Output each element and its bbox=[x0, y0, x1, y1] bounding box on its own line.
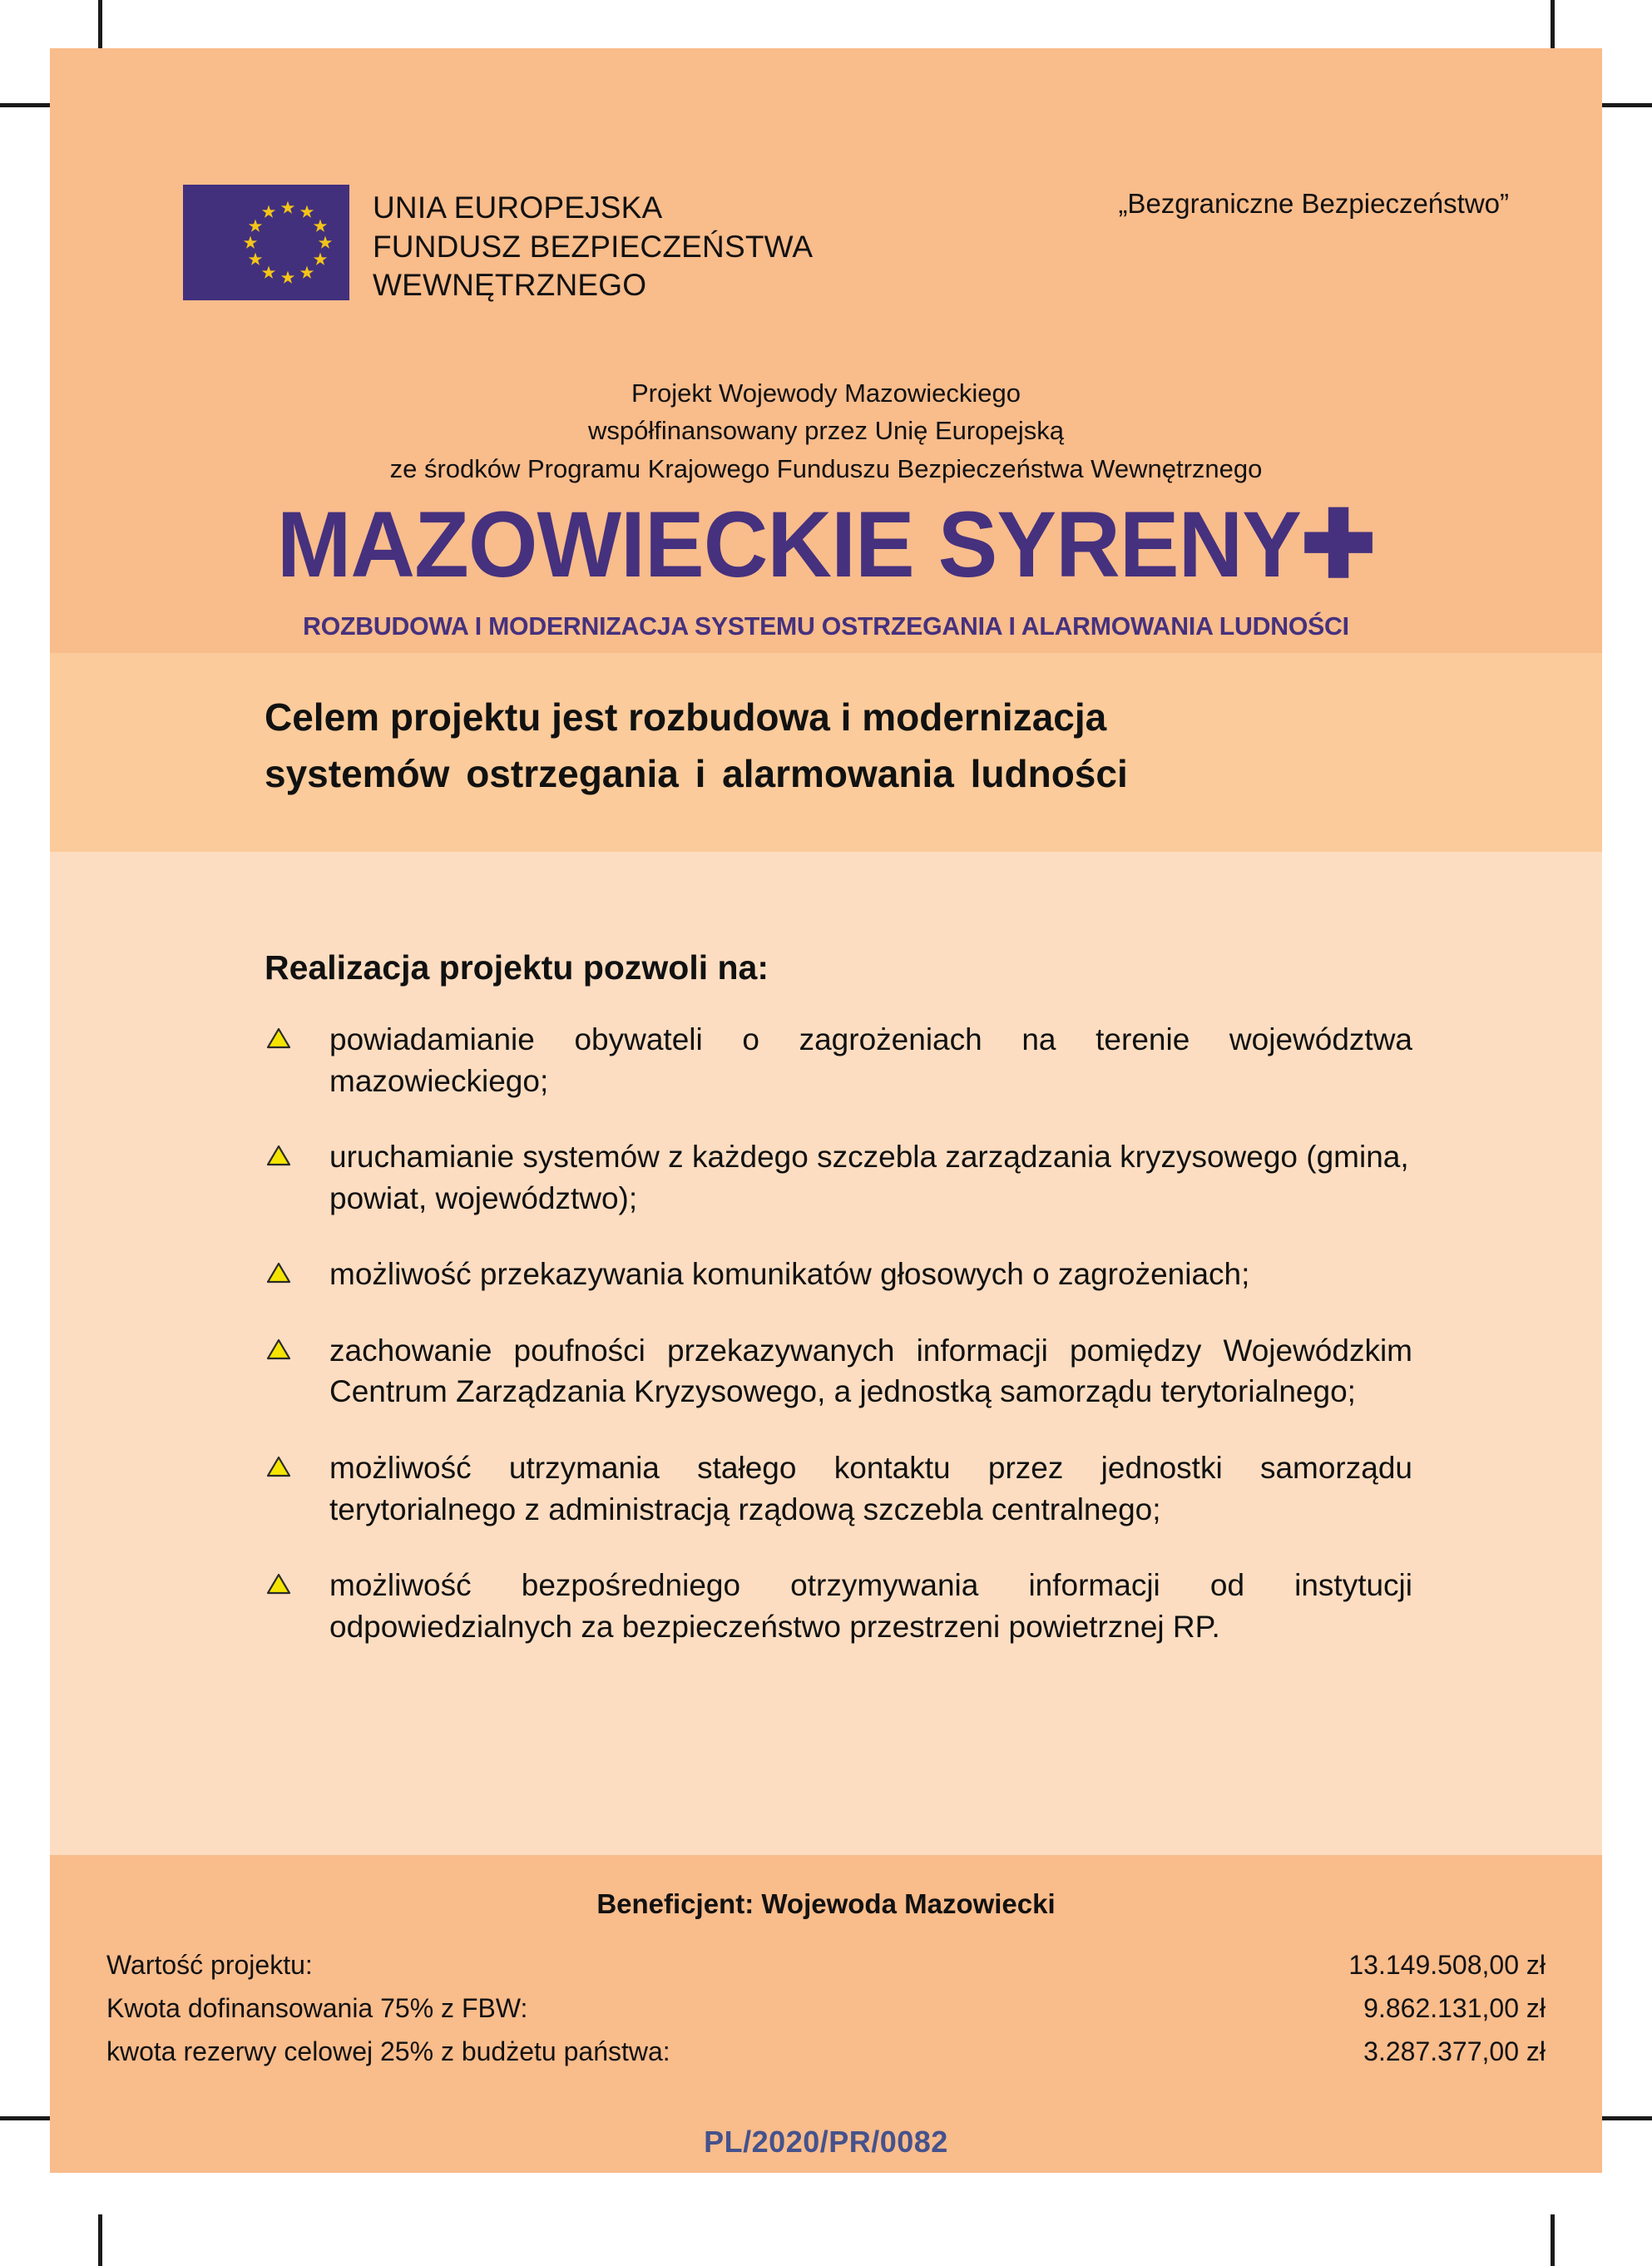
eu-logo-block bbox=[183, 185, 813, 305]
list-item-text: możliwość utrzymania stałego kontaktu przez jednostki samorządu terytorialnego z administracją rządową szczebla centralnego; bbox=[329, 1451, 1412, 1526]
finance-label: Kwota dofinansowania 75% z FBW: bbox=[106, 1993, 528, 2024]
warning-triangle-icon bbox=[266, 1262, 291, 1284]
table-row bbox=[106, 1943, 1546, 1986]
warning-triangle-icon bbox=[266, 1456, 291, 1477]
finance-label: kwota rezerwy celowej 25% z budżetu państwa: bbox=[106, 2036, 670, 2067]
warning-triangle-icon bbox=[266, 1027, 291, 1049]
project-intro bbox=[50, 374, 1602, 487]
project-intro-line-2: współfinansowany przez Unię Europejską bbox=[587, 416, 1065, 446]
crop-mark-top-right bbox=[1551, 0, 1555, 52]
header-row bbox=[50, 185, 1602, 309]
list-item bbox=[265, 1136, 1412, 1219]
crop-mark-top-left bbox=[98, 0, 102, 52]
project-intro-line-1: Projekt Wojewody Mazowieckiego bbox=[631, 378, 1021, 408]
project-goal-line-2: systemów ostrzegania i alarmowania ludności bbox=[265, 752, 1128, 796]
list-item-text: możliwość bezpośredniego otrzymywania informacji od instytucji odpowiedzialnych za bezpieczeństwo przestrzeni powietrznej RP. bbox=[329, 1568, 1412, 1644]
table-row bbox=[106, 1986, 1546, 2030]
poster-canvas bbox=[50, 48, 1602, 2173]
campaign-slogan: „Bezgraniczne Bezpieczeństwo” bbox=[1118, 188, 1509, 219]
list-item-text: uruchamianie systemów z każdego szczebla zarządzania kryzysowego (gmina, powiat, województwo); bbox=[329, 1140, 1409, 1215]
european-union-flag-icon bbox=[183, 185, 349, 300]
finance-value: 3.287.377,00 zł bbox=[1363, 2036, 1546, 2067]
crop-mark-right-bottom bbox=[1600, 2116, 1652, 2120]
benefits-list bbox=[265, 1019, 1412, 1682]
finance-value: 13.149.508,00 zł bbox=[1348, 1950, 1546, 1980]
crop-mark-right-top bbox=[1600, 103, 1652, 107]
beneficiary-line: Beneficjent: Wojewoda Mazowiecki bbox=[596, 1888, 1056, 1919]
finance-table bbox=[106, 1943, 1546, 2073]
list-item bbox=[265, 1447, 1412, 1530]
project-intro-line-3: ze środków Programu Krajowego Funduszu Bezpieczeństwa Wewnętrznego bbox=[389, 453, 1263, 483]
crop-mark-left-top bbox=[0, 103, 52, 107]
finance-label: Wartość projektu: bbox=[106, 1950, 313, 1980]
table-row bbox=[106, 2030, 1546, 2073]
poster-title: MAZOWIECKIE SYRENY✚ bbox=[276, 492, 1376, 596]
crop-mark-left-bottom bbox=[0, 2116, 52, 2120]
list-item bbox=[265, 1254, 1412, 1295]
crop-mark-bottom-right bbox=[1551, 2214, 1555, 2266]
benefits-heading: Realizacja projektu pozwoli na: bbox=[265, 948, 769, 987]
warning-triangle-icon bbox=[266, 1145, 291, 1166]
crop-mark-bottom-left bbox=[98, 2214, 102, 2266]
project-goal bbox=[265, 689, 1396, 802]
warning-triangle-icon bbox=[266, 1573, 291, 1595]
eu-logo-line-3: WEWNĘTRZNEGO bbox=[373, 268, 647, 303]
project-code: PL/2020/PR/0082 bbox=[704, 2125, 948, 2159]
eu-logo-line-2: FUNDUSZ BEZPIECZEŃSTWA bbox=[373, 229, 814, 264]
finance-value: 9.862.131,00 zł bbox=[1363, 1993, 1546, 2024]
list-item-text: powiadamianie obywateli o zagrożeniach na terenie województwa mazowieckiego; bbox=[329, 1022, 1412, 1098]
list-item bbox=[265, 1330, 1412, 1413]
eu-logo-line-1: UNIA EUROPEJSKA bbox=[373, 190, 663, 225]
list-item-text: możliwość przekazywania komunikatów głosowych o zagrożeniach; bbox=[329, 1257, 1250, 1292]
poster-subtitle: ROZBUDOWA I MODERNIZACJA SYSTEMU OSTRZEGANIA I ALARMOWANIA LUDNOŚCI bbox=[303, 612, 1349, 641]
list-item bbox=[265, 1565, 1412, 1647]
list-item-text: zachowanie poufności przekazywanych informacji pomiędzy Wojewódzkim Centrum Zarządzania Kryzysowego, a jednostką samorządu terytorialnego; bbox=[329, 1333, 1412, 1409]
eu-logo-text bbox=[373, 185, 813, 305]
warning-triangle-icon bbox=[266, 1338, 291, 1360]
project-goal-line-1: Celem projektu jest rozbudowa i modernizacja bbox=[265, 695, 1107, 739]
list-item bbox=[265, 1019, 1412, 1101]
